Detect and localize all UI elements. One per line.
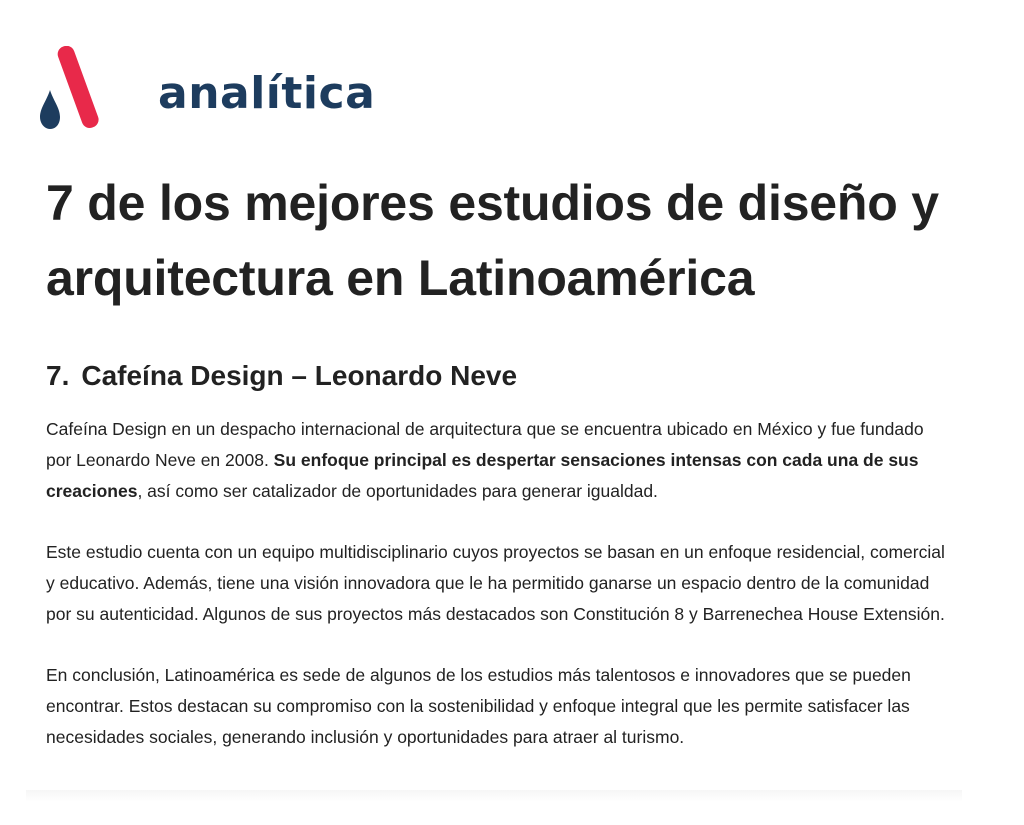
content-bottom-divider — [26, 790, 962, 802]
article-body — [46, 414, 946, 783]
section-number: 7. — [46, 360, 70, 391]
section-title: Cafeína Design – Leonardo Neve — [81, 360, 518, 391]
brand-logo[interactable] — [40, 46, 380, 130]
logo-drop-shape — [40, 90, 60, 129]
logo-red-bar — [55, 46, 100, 130]
paragraph-intro-end: , así como ser catalizador de oportunidades para generar igualdad. — [137, 481, 658, 501]
paragraph-intro-start: Cafeína Design en un despacho internacional de arquitectura que se encuentra ubicado en México y fue fundado por Leonardo Neve en 2008. — [46, 419, 924, 470]
article-title: 7 de los mejores estudios de diseño y arquitectura en Latinoamérica — [46, 175, 939, 306]
paragraph-team: Este estudio cuenta con un equipo multidisciplinario cuyos proyectos se basan en un enfoque residencial, comercial y educativo. Además, tiene una visión innovadora que le ha permitido ganarse un espacio dentro de la comunidad por su autenticidad. Algunos de sus proyectos más destacados son Constitución 8 y Barrenechea House Extensión. — [46, 542, 945, 624]
paragraph-intro-emphasis: Su enfoque principal es despertar sensaciones intensas con cada una de sus creaciones — [46, 450, 919, 501]
paragraph-conclusion: En conclusión, Latinoamérica es sede de algunos de los estudios más talentosos e innovadores que se pueden encontrar. Estos destacan su compromiso con la sostenibilidad y enfoque integral que les permite satisfacer las necesidades sociales, generando inclusión y oportunidades para atraer al turismo. — [46, 665, 911, 747]
paragraph-intro — [46, 414, 946, 507]
analitica-logo-icon — [40, 46, 112, 130]
brand-name: analítica — [158, 68, 376, 119]
section-heading — [46, 358, 517, 394]
